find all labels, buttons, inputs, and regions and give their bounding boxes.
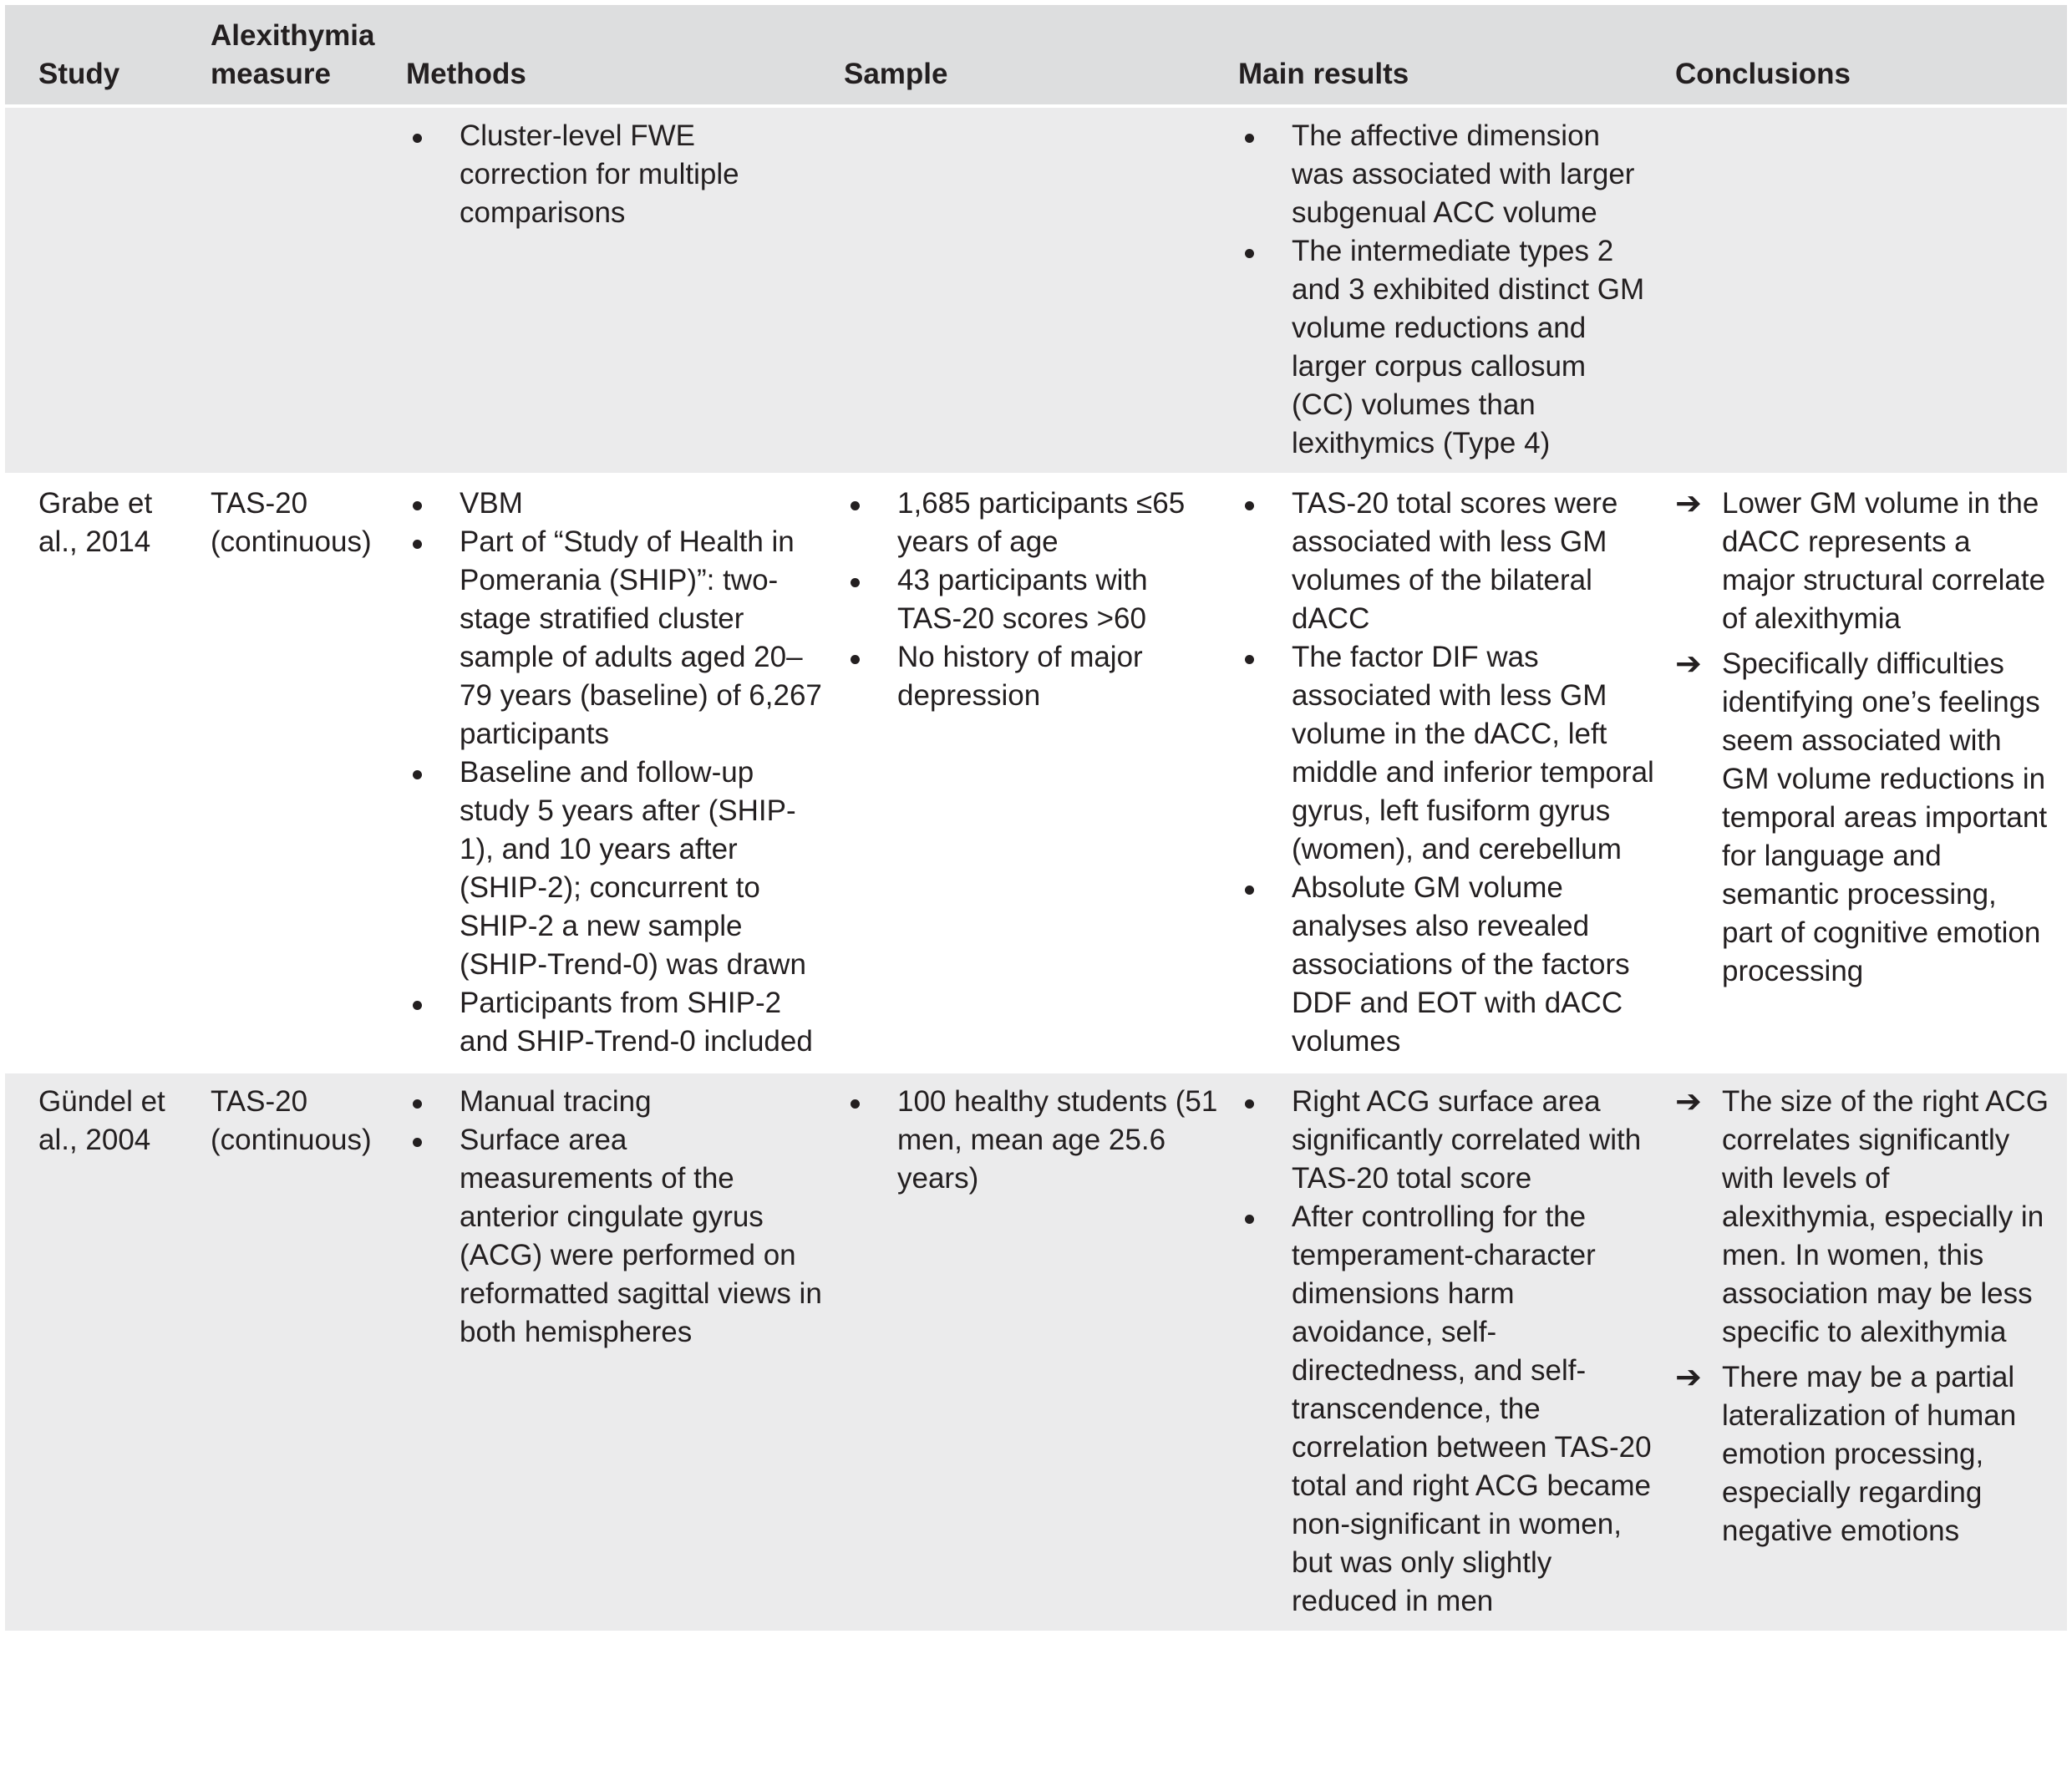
bullet-item: The intermediate types 2 and 3 exhibited distinct GM volume reductions and larger corpus callosum (CC) volumes than lexithymics (Type 4) [1238,232,1675,463]
study-cell [5,474,194,1073]
bullet-item: Cluster-level FWE correction for multiple comparisons [406,117,844,232]
arrow-right-icon: ➔ [1675,486,1702,521]
header-main-results: Main results [1238,5,1675,106]
bullet-item: VBM [406,485,844,523]
bullet-item: Participants from SHIP-2 and SHIP-Trend-0 included [406,984,844,1061]
conclusions-cell [1675,106,2067,474]
methods-cell [406,1073,844,1632]
conclusions-cell-list [1675,485,2050,991]
table-body [5,106,2067,1632]
header-methods: Methods [406,5,844,106]
sample-cell-list [844,1083,1238,1198]
conclusion-item [1675,645,2050,991]
conclusions-cell [1675,474,2067,1073]
conclusions-cell [1675,1073,2067,1632]
conclusion-text: Lower GM volume in the dACC represents a major structural correlate of alexithymia [1722,487,2046,635]
table-row [5,474,2067,1073]
methods-cell-list [406,117,844,232]
conclusion-item [1675,1083,2050,1352]
bullet-item: 43 participants with TAS-20 scores >60 [844,561,1238,638]
bullet-item: Surface area measurements of the anterior cingulate gyrus (ACG) were performed on reformatted sagittal views in both hemispheres [406,1121,844,1352]
bullet-item: The factor DIF was associated with less GM volume in the dACC, left middle and inferior temporal gyrus, left fusiform gyrus (women), and cerebellum [1238,638,1675,869]
bullet-item: TAS-20 total scores were associated with less GM volumes of the bilateral dACC [1238,485,1675,638]
results-cell-list [1238,485,1675,1061]
measure-cell [194,474,406,1073]
header-sample: Sample [844,5,1238,106]
results-cell-list [1238,1083,1675,1621]
header-conclusions: Conclusions [1675,5,2067,106]
bullet-item: 1,685 participants ≤65 years of age [844,485,1238,561]
measure-cell [194,106,406,474]
conclusions-cell-list [1675,1083,2050,1550]
bullet-item: Right ACG surface area significantly correlated with TAS-20 total score [1238,1083,1675,1198]
methods-cell [406,106,844,474]
table-row [5,1073,2067,1632]
table-header [5,5,2067,106]
bullet-item: Manual tracing [406,1083,844,1121]
arrow-right-icon: ➔ [1675,647,1702,682]
table-row [5,106,2067,474]
study-cell [5,106,194,474]
bullet-item: Absolute GM volume analyses also revealed associations of the factors DDF and EOT with dACC volumes [1238,869,1675,1061]
bullet-item: The affective dimension was associated with larger subgenual ACC volume [1238,117,1675,232]
bullet-item: No history of major depression [844,638,1238,715]
study-cell-text: Grabe et al., 2014 [38,487,153,558]
bullet-item: 100 healthy students (51 men, mean age 25.6 years) [844,1083,1238,1198]
methods-cell [406,474,844,1073]
header-study: Study [5,5,194,106]
header-row [5,5,2067,106]
conclusion-text: There may be a partial lateralization of human emotion processing, especially regarding negative emotions [1722,1361,2017,1547]
sample-cell-list [844,485,1238,715]
results-cell [1238,106,1675,474]
results-cell-list [1238,117,1675,463]
measure-cell-text: TAS-20 (continuous) [211,1085,372,1156]
header-alexithymia-measure: Alexithymia measure [194,5,406,106]
conclusion-text: Specifically difficulties identifying one’s feelings seem associated with GM volume reductions in temporal areas important for language and semantic processing, part of cognitive emotion processing [1722,647,2048,987]
bullet-item: After controlling for the temperament-character dimensions harm avoidance, self-directedness, and self-transcendence, the correlation between TAS-20 total and right ACG became non-significant in women, but was only slightly reduced in men [1238,1198,1675,1621]
results-cell [1238,1073,1675,1632]
methods-cell-list [406,485,844,1061]
measure-cell-text: TAS-20 (continuous) [211,487,372,558]
studies-table [5,5,2067,1633]
measure-cell [194,1073,406,1632]
conclusion-item [1675,1358,2050,1550]
study-cell-text: Gündel et al., 2004 [38,1085,165,1156]
results-cell [1238,474,1675,1073]
arrow-right-icon: ➔ [1675,1084,1702,1119]
conclusion-text: The size of the right ACG correlates significantly with levels of alexithymia, especially in men. In women, this association may be less specific to alexithymia [1722,1085,2049,1348]
results-table-container [5,5,2067,1761]
arrow-right-icon: ➔ [1675,1360,1702,1395]
sample-cell [844,1073,1238,1632]
sample-cell [844,106,1238,474]
conclusion-item [1675,485,2050,638]
methods-cell-list [406,1083,844,1352]
bullet-item: Baseline and follow-up study 5 years after (SHIP-1), and 10 years after (SHIP-2); concurrent to SHIP-2 a new sample (SHIP-Trend-0) was drawn [406,754,844,984]
bullet-item: Part of “Study of Health in Pomerania (SHIP)”: two-stage stratified cluster sample of adults aged 20–79 years (baseline) of 6,267 participants [406,523,844,754]
sample-cell [844,474,1238,1073]
study-cell [5,1073,194,1632]
